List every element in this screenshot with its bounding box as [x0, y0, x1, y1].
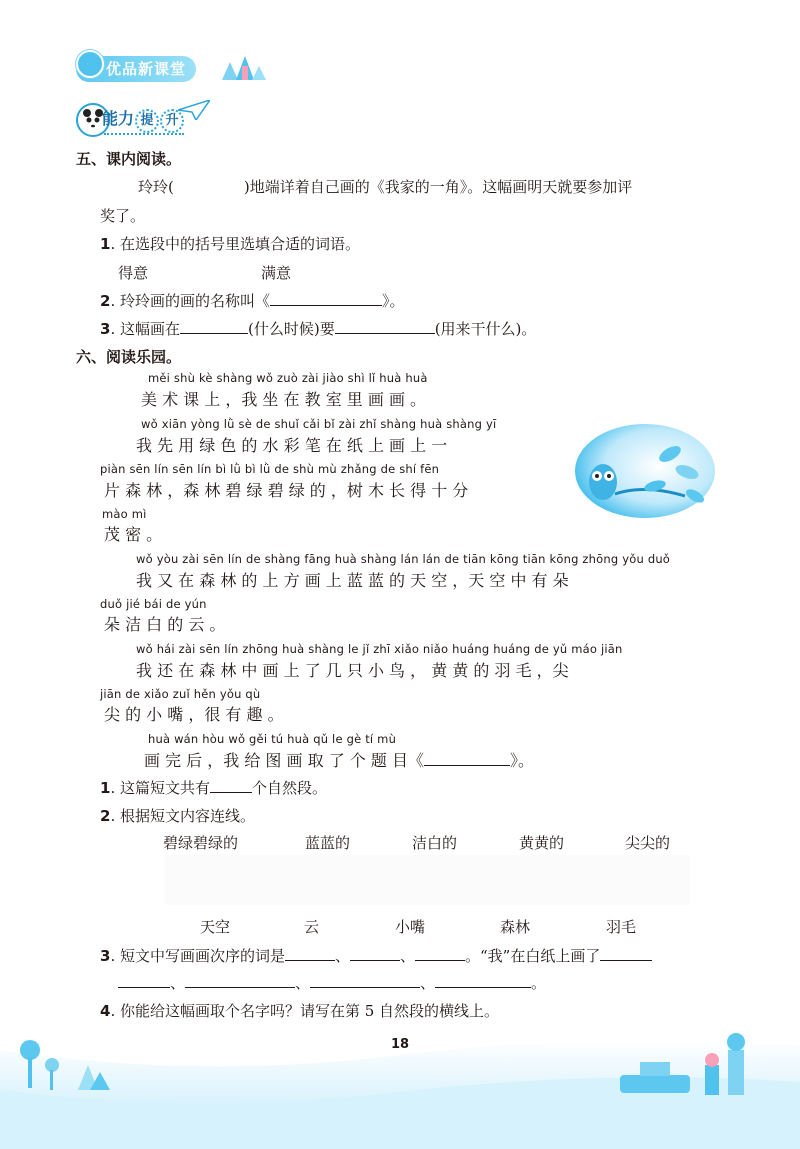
match-top-word[interactable]: 尖尖的 [625, 834, 671, 852]
part6-q3-line2 [118, 972, 546, 993]
balloon-icon [76, 50, 104, 78]
part5-q1-option2[interactable]: 满意 [261, 264, 292, 282]
q-text: . 在选段中的括号里选填合适的词语。 [110, 235, 360, 253]
q-text-b: 。“我”在白纸上画了 [465, 947, 601, 965]
q-number: 4 [100, 1002, 111, 1020]
passage-text-a: 玲玲( [138, 178, 174, 196]
answer-blank[interactable] [335, 319, 435, 334]
pinyin-line: wǒ xiān yòng lǜ sè de shuǐ cǎi bǐ zài zhǐ shàng huà shàng yī [141, 417, 497, 431]
hanzi-line: 朵 洁 白 的 云 。 [104, 615, 226, 634]
page-number: 18 [390, 1037, 410, 1052]
q-number: 1 [100, 235, 111, 253]
match-top-word[interactable]: 蓝蓝的 [305, 834, 351, 852]
match-top-word[interactable]: 黄黄的 [519, 834, 565, 852]
part6-q2 [100, 805, 255, 826]
part6-q4 [100, 1000, 499, 1021]
part5-q2 [100, 290, 405, 311]
answer-blank[interactable] [285, 946, 335, 961]
answer-blank[interactable] [415, 946, 465, 961]
tag-underline [104, 133, 184, 135]
match-bottom-word[interactable]: 小嘴 [395, 918, 426, 936]
match-bottom-word[interactable]: 天空 [200, 918, 231, 936]
q-text-c: (用来干什么)。 [434, 320, 537, 338]
answer-blank[interactable] [600, 946, 652, 961]
sep: 、 [400, 947, 416, 965]
sep: 、 [295, 974, 311, 992]
part5-passage-line1 [138, 176, 632, 197]
sep: 、 [334, 947, 350, 965]
match-bottom-word[interactable]: 云 [304, 918, 320, 936]
hanzi-line: 我 还 在 森 林 中 画 上 了 几 只 小 鸟 ， 黄 黄 的 羽 毛 ，尖 [136, 661, 569, 680]
pinyin-line: jiān de xiǎo zuǐ hěn yǒu qù [100, 687, 261, 701]
pinyin-line: duǒ jié bái de yún [100, 597, 207, 611]
answer-blank[interactable] [210, 778, 252, 793]
pinyin-line: měi shù kè shàng wǒ zuò zài jiào shì lǐ huà huà [148, 371, 428, 385]
q-number: 3 [100, 947, 111, 965]
match-bottom-word[interactable]: 羽毛 [606, 918, 637, 936]
pinyin-line: wǒ yòu zài sēn lín de shàng fāng huà shàng lán lán de tiān kōng tiān kōng zhōng yǒu duǒ [136, 552, 671, 566]
matching-area[interactable] [165, 855, 690, 905]
part5-heading: 五、课内阅读。 [76, 150, 182, 168]
q-text-a: . 这篇短文共有 [110, 779, 210, 797]
section-tag [102, 106, 184, 133]
q-text-a: . 玲玲画的画的名称叫《 [110, 292, 270, 310]
hanzi-line: 我 又 在 森 林 的 上 方 画 上 蓝 蓝 的 天 空 ，天 空 中 有 朵 [136, 571, 569, 590]
q-text: . 你能给这幅画取个名字吗？请写在第 5 自然段的横线上。 [110, 1002, 500, 1020]
answer-blank[interactable] [350, 946, 400, 961]
hanzi-line [144, 748, 534, 771]
hanzi-line: 美 术 课 上 ，我 坐 在 教 室 里 画 画 。 [141, 390, 427, 409]
q-text: . 根据短文内容连线。 [110, 807, 255, 825]
section-tag-label: 能力 [102, 109, 135, 128]
pinyin-line: huà wán hòu wǒ gěi tú huà qǔ le gè tí mù [148, 732, 397, 746]
part6-q3 [100, 945, 652, 966]
hanzi-line: 我 先 用 绿 色 的 水 彩 笔 在 纸 上 画 上 一 [136, 436, 448, 455]
part6-heading: 六、阅读乐园。 [76, 348, 182, 366]
pinyin-line: wǒ hái zài sēn lín zhōng huà shàng le jǐ zhī xiǎo niǎo huáng huáng de yǔ máo jiān [136, 642, 623, 656]
part5-passage-line2: 奖了。 [100, 207, 146, 225]
section-tag-sub2: 升 [160, 109, 184, 133]
hanzi-line: 茂 密 。 [104, 525, 163, 544]
hanzi-text-b: 》。 [509, 751, 534, 770]
hanzi-line: 尖 的 小 嘴 ，很 有 趣 。 [104, 705, 284, 724]
match-top-word[interactable]: 碧绿碧绿的 [163, 834, 239, 852]
part6-q1 [100, 777, 327, 798]
pinyin-line: piàn sēn lín sēn lín bì lǜ bì lǜ de shù mù zhǎng de shí fēn [100, 462, 440, 476]
answer-blank[interactable] [435, 973, 531, 988]
part5-q1-option1[interactable]: 得意 [118, 264, 149, 282]
section-tag-sub1: 提 [135, 109, 159, 133]
brand-title: 优品新课堂 [106, 60, 187, 78]
answer-blank[interactable] [270, 291, 382, 306]
title-blank[interactable] [424, 751, 510, 766]
owl-illustration [575, 424, 715, 518]
q-text-b: 个自然段。 [251, 779, 327, 797]
hanzi-text-a: 画 完 后 ，我 给 图 画 取 了 个 题 目《 [144, 751, 424, 770]
q-text-b: (什么时候)要 [247, 320, 335, 338]
q-number: 1 [100, 779, 111, 797]
passage-text-b: )地端详着自己画的《我家的一角》。这幅画明天就要参加评 [243, 178, 633, 196]
part5-q1 [100, 233, 360, 254]
sep: 、 [420, 974, 436, 992]
paper-plane-icon [178, 100, 210, 120]
q-text-a: . 短文中写画画次序的词是 [110, 947, 285, 965]
answer-blank[interactable] [185, 973, 295, 988]
end: 。 [531, 974, 547, 992]
q-number: 2 [100, 292, 111, 310]
part5-q3 [100, 318, 536, 339]
answer-blank[interactable] [118, 973, 170, 988]
answer-blank[interactable] [180, 319, 248, 334]
q-number: 3 [100, 320, 111, 338]
castle-decoration-icon [218, 52, 268, 82]
pinyin-line: mào mì [102, 507, 147, 521]
match-bottom-word[interactable]: 森林 [500, 918, 531, 936]
q-text-a: . 这幅画在 [110, 320, 180, 338]
sep: 、 [170, 974, 186, 992]
answer-blank[interactable] [310, 973, 420, 988]
q-number: 2 [100, 807, 111, 825]
q-text-b: 》。 [381, 292, 405, 310]
hanzi-line: 片 森 林 ，森 林 碧 绿 碧 绿 的 ，树 木 长 得 十 分 [104, 481, 469, 500]
match-top-word[interactable]: 洁白的 [412, 834, 458, 852]
